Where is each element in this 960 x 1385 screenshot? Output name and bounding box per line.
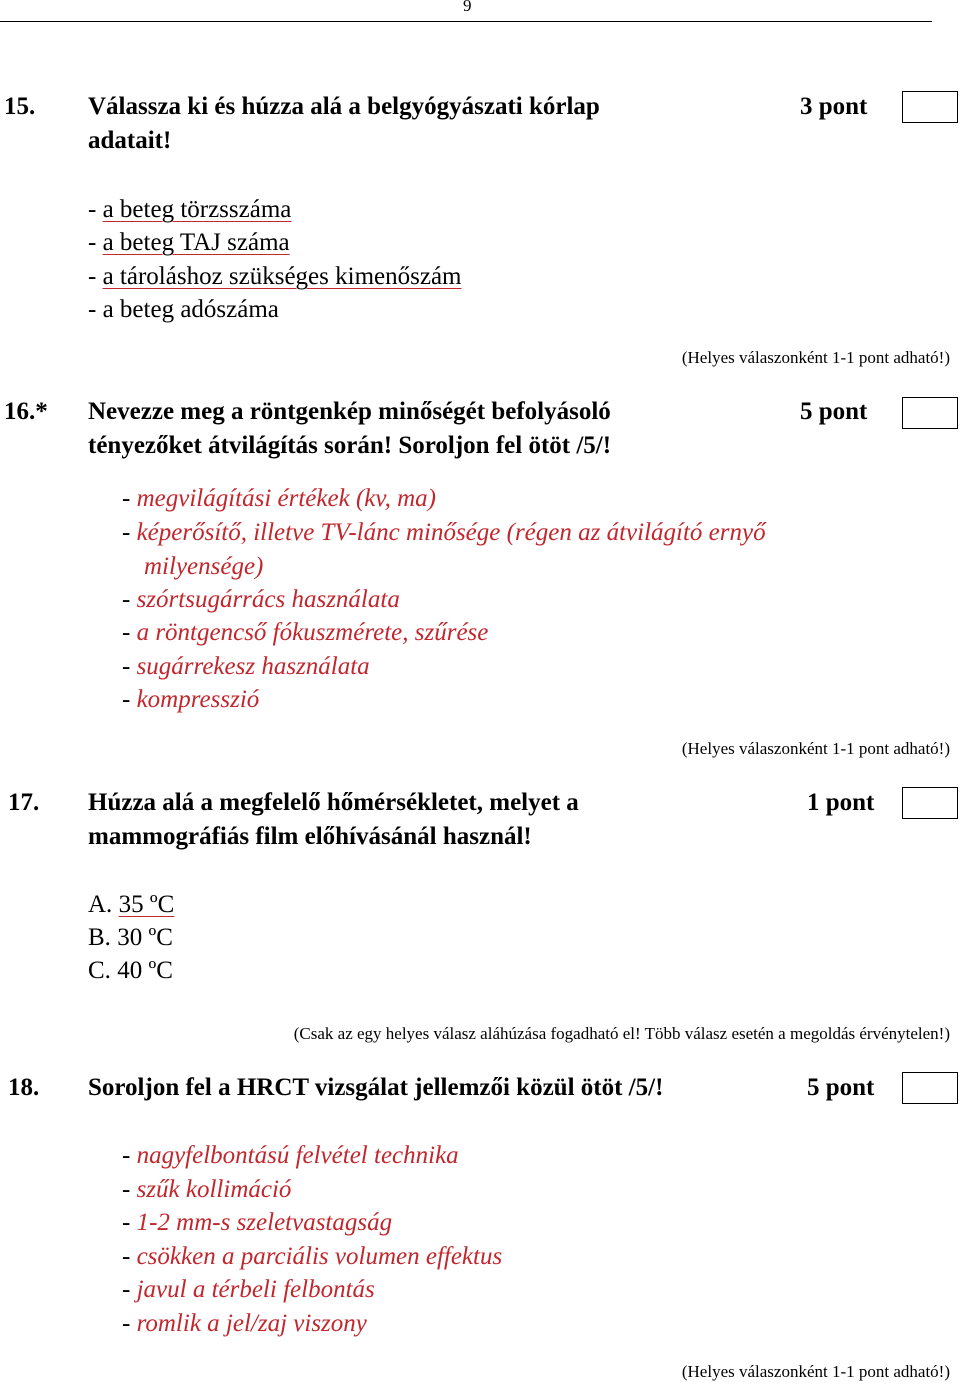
q15-item xyxy=(88,229,290,257)
q18-scoring-note: (Helyes válaszonként 1-1 pont adható!) xyxy=(681,1362,950,1381)
q17-option-a[interactable] xyxy=(88,891,174,919)
q18-points: 5 pont xyxy=(807,1074,875,1101)
q17-option-c[interactable] xyxy=(88,957,173,985)
q18-item: - romlik a jel/zaj viszony xyxy=(122,1310,367,1337)
q16-item-continuation: milyensége) xyxy=(144,553,264,580)
q17-option-value: 35 ºC xyxy=(118,891,175,918)
q15-item-text: a beteg törzsszáma xyxy=(102,196,292,223)
q16-item-text: sugárrekesz használata xyxy=(136,653,370,680)
q17-points: 1 pont xyxy=(807,789,875,816)
q17-number: 17. xyxy=(8,789,40,816)
q16-item: - kompresszió xyxy=(122,686,260,713)
q16-item: - a röntgencső fókuszmérete, szűrése xyxy=(122,619,489,646)
q16-item-text: megvilágítási értékek (kv, ma) xyxy=(136,485,436,512)
q16-item-text: a röntgencső fókuszmérete, szűrése xyxy=(136,619,489,646)
q18-item: - nagyfelbontású felvétel technika xyxy=(122,1142,459,1169)
q18-item: - szűk kollimáció xyxy=(122,1176,292,1203)
q17-option-letter: A. xyxy=(88,891,113,918)
q15-item-text: a beteg adószáma xyxy=(102,296,279,323)
q17-option-letter: B. xyxy=(88,924,111,951)
q18-item: - javul a térbeli felbontás xyxy=(122,1276,375,1303)
q17-option-letter: C. xyxy=(88,957,111,984)
q16-item: - megvilágítási értékek (kv, ma) xyxy=(122,485,436,512)
q16-item: - sugárrekesz használata xyxy=(122,653,370,680)
q16-scoring-note: (Helyes válaszonként 1-1 pont adható!) xyxy=(681,739,950,758)
q17-option-value: 30 ºC xyxy=(117,924,173,951)
q15-item-text: a beteg TAJ száma xyxy=(102,229,290,256)
q15-item-dash: - xyxy=(88,229,103,256)
q18-number: 18. xyxy=(8,1074,40,1101)
q15-item-text: a tároláshoz szükséges kimenőszám xyxy=(102,263,462,290)
q15-item-dash: - xyxy=(88,263,103,290)
q15-line2: adatait! xyxy=(88,127,172,154)
q17-line2: mammográfiás film előhívásánál használ! xyxy=(88,823,532,850)
q18-item-text: 1-2 mm-s szeletvastagság xyxy=(136,1209,393,1236)
q16-line1: Nevezze meg a röntgenkép minőségét befolyásoló xyxy=(88,398,611,425)
q15-item xyxy=(88,263,462,291)
q16-item: - szórtsugárrács használata xyxy=(122,586,400,613)
q17-scoring-note: (Csak az egy helyes válasz aláhúzása fogadható el! Több válasz esetén a megoldás érvénytelen!) xyxy=(293,1024,950,1043)
header-rule xyxy=(0,21,932,22)
q17-line1: Húzza alá a megfelelő hőmérsékletet, melyet a xyxy=(88,789,579,816)
q17-score-box[interactable] xyxy=(902,787,958,819)
q16-item-text: képerősítő, illetve TV-lánc minősége (régen az átvilágító ernyő xyxy=(136,519,766,546)
q15-score-box[interactable] xyxy=(902,91,958,123)
q17-option-b[interactable] xyxy=(88,924,173,952)
q16-points: 5 pont xyxy=(800,398,868,425)
q15-item xyxy=(88,296,279,324)
q18-line1: Soroljon fel a HRCT vizsgálat jellemzői közül ötöt /5/! xyxy=(88,1074,664,1101)
q15-line1: Válassza ki és húzza alá a belgyógyászati kórlap xyxy=(88,93,600,120)
q18-item: - csökken a parciális volumen effektus xyxy=(122,1243,503,1270)
q16-item-text: kompresszió xyxy=(136,686,260,713)
q15-item xyxy=(88,196,291,224)
q16-line2: tényezőket átvilágítás során! Soroljon fel ötöt /5/! xyxy=(88,432,612,459)
q16-number: 16.* xyxy=(4,398,48,425)
q18-item-text: romlik a jel/zaj viszony xyxy=(136,1310,367,1337)
q16-score-box[interactable] xyxy=(902,397,958,429)
q18-item-text: javul a térbeli felbontás xyxy=(136,1276,375,1303)
q16-item: - képerősítő, illetve TV-lánc minősége (régen az átvilágító ernyő xyxy=(122,519,766,546)
q18-item: - 1-2 mm-s szeletvastagság xyxy=(122,1209,393,1236)
q16-item-text: szórtsugárrács használata xyxy=(136,586,400,613)
q17-option-value: 40 ºC xyxy=(117,957,173,984)
q18-item-text: nagyfelbontású felvétel technika xyxy=(136,1142,459,1169)
page-number: 9 xyxy=(463,0,472,15)
q15-scoring-note: (Helyes válaszonként 1-1 pont adható!) xyxy=(681,348,950,367)
q15-number: 15. xyxy=(4,93,36,120)
q15-item-dash: - xyxy=(88,296,103,323)
q18-item-text: csökken a parciális volumen effektus xyxy=(136,1243,503,1270)
q18-item-text: szűk kollimáció xyxy=(136,1176,292,1203)
q15-item-dash: - xyxy=(88,196,103,223)
q18-score-box[interactable] xyxy=(902,1072,958,1104)
q15-points: 3 pont xyxy=(800,93,868,120)
